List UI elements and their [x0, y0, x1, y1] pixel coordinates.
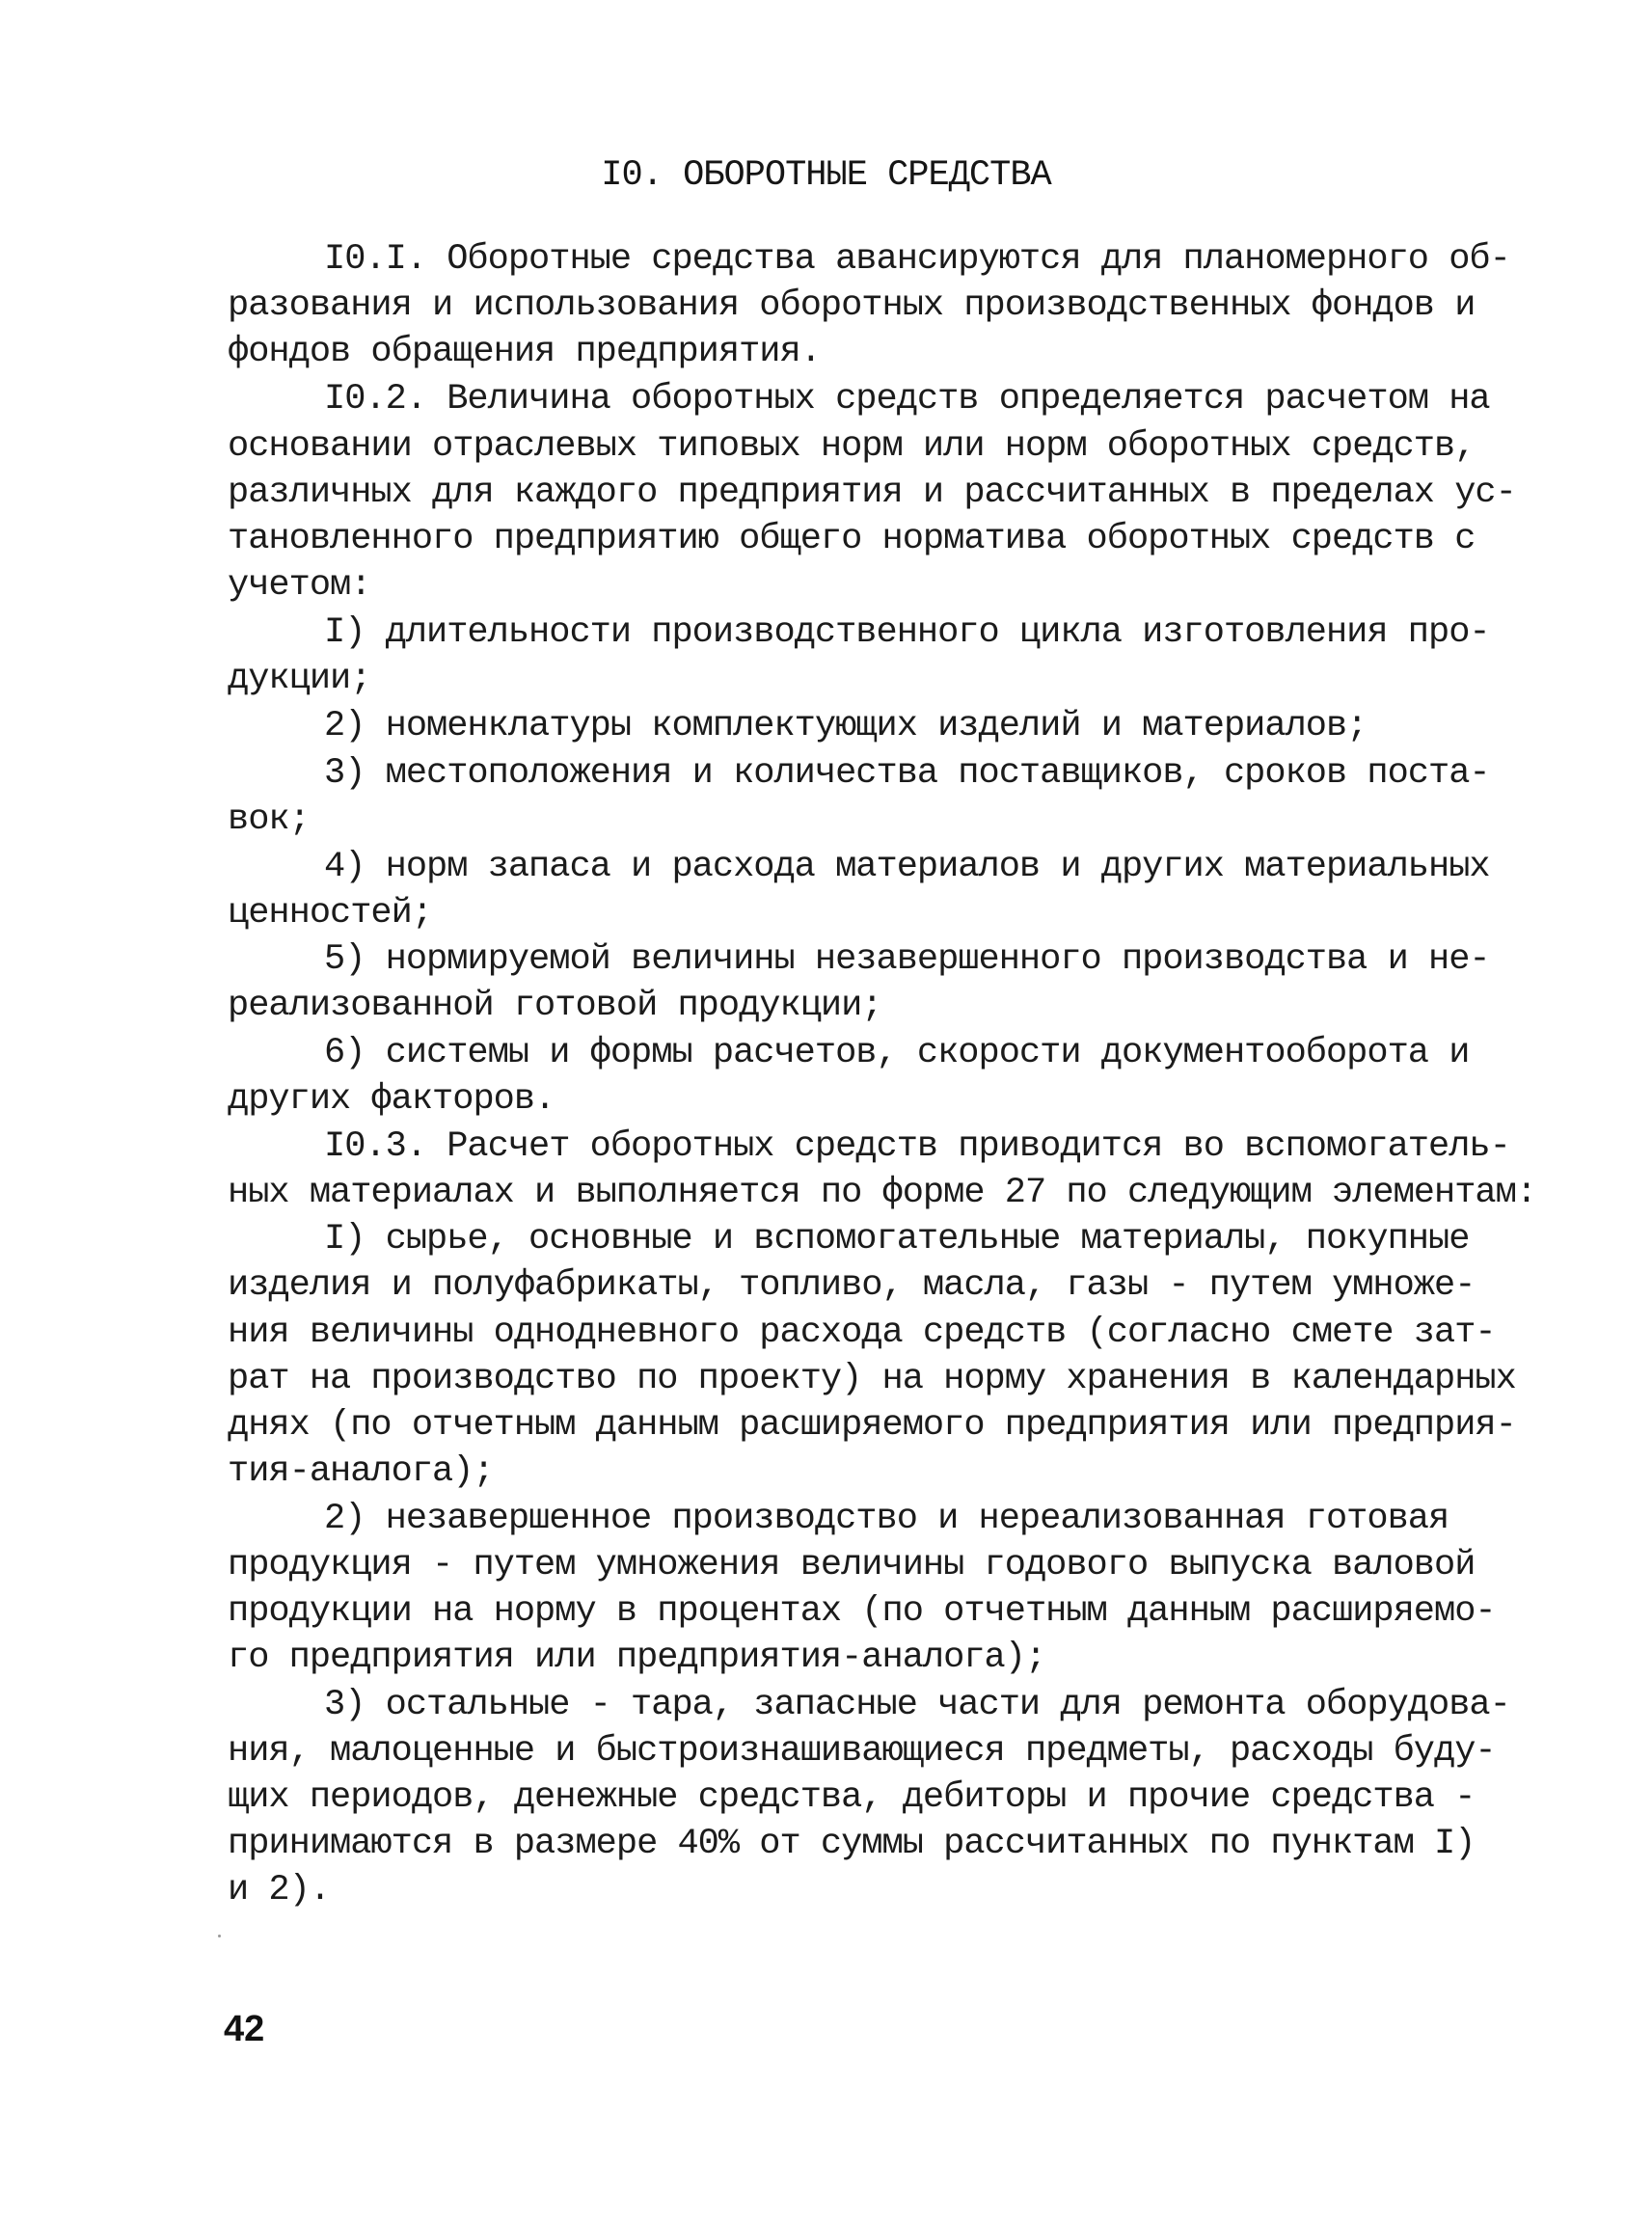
text-line: дукции;: [228, 659, 371, 699]
text-line: учетом:: [228, 565, 371, 606]
page-number: 42: [224, 2009, 265, 2049]
text-line: и 2).: [228, 1870, 331, 1910]
text-line: I0.3. Расчет оборотных средств приводится во вспомогатель-: [324, 1126, 1510, 1167]
text-line: вок;: [228, 799, 310, 840]
text-line: го предприятия или предприятия-аналога);: [228, 1638, 1046, 1678]
text-line: разования и использования оборотных производственных фондов и: [228, 285, 1476, 326]
text-line: изделия и полуфабрикаты, топливо, масла, газы - путем умноже-: [228, 1265, 1476, 1306]
section-heading: I0. ОБОРОТНЫЕ СРЕДСТВА: [601, 155, 1051, 196]
text-line: фондов обращения предприятия.: [228, 332, 821, 372]
text-line: 3) остальные - тара, запасные части для ремонта оборудова-: [324, 1685, 1510, 1725]
text-line: 3) местоположения и количества поставщиков, сроков поста-: [324, 753, 1490, 794]
text-line: I0.I. Оборотные средства авансируются для планомерного об-: [324, 239, 1510, 280]
text-line: 4) норм запаса и расхода материалов и других материальных: [324, 847, 1490, 887]
text-line: других факторов.: [228, 1079, 555, 1120]
text-line: 2) номенклатуры комплектующих изделий и материалов;: [324, 706, 1368, 746]
text-line: I) сырье, основные и вспомогательные материалы, покупные: [324, 1219, 1470, 1259]
text-line: ния величины однодневного расхода средств (согласно смете зат-: [228, 1313, 1496, 1353]
text-line: реализованной готовой продукции;: [228, 986, 882, 1026]
text-line: тия-аналога);: [228, 1451, 494, 1492]
text-line: 2) незавершенное производство и нереализованная готовая: [324, 1499, 1449, 1539]
text-line: тановленного предприятию общего норматива оборотных средств с: [228, 519, 1476, 559]
text-line: продукция - путем умножения величины годового выпуска валовой: [228, 1545, 1476, 1585]
text-line: продукции на норму в процентах (по отчетным данным расширяемо-: [228, 1591, 1496, 1632]
text-line: 6) системы и формы расчетов, скорости документооборота и: [324, 1033, 1470, 1073]
text-line: основании отраслевых типовых норм или норм оборотных средств,: [228, 426, 1476, 467]
text-line: I) длительности производственного цикла изготовления про-: [324, 612, 1490, 653]
text-line: щих периодов, денежные средства, дебиторы и прочие средства -: [228, 1777, 1476, 1818]
text-line: рат на производство по проекту) на норму хранения в календарных: [228, 1359, 1516, 1399]
text-line: днях (по отчетным данным расширяемого предприятия или предприя-: [228, 1405, 1516, 1446]
scan-speck: [218, 1935, 221, 1937]
text-line: ных материалах и выполняется по форме 27 по следующим элементам:: [228, 1173, 1537, 1213]
text-line: I0.2. Величина оборотных средств определяется расчетом на: [324, 379, 1490, 420]
text-line: ценностей;: [228, 893, 433, 934]
text-line: 5) нормируемой величины незавершенного производства и не-: [324, 939, 1490, 980]
text-line: ния, малоценные и быстроизнашивающиеся предметы, расходы буду-: [228, 1731, 1496, 1772]
text-line: различных для каждого предприятия и рассчитанных в пределах ус-: [228, 473, 1516, 513]
text-line: принимаются в размере 40% от суммы рассчитанных по пунктам I): [228, 1824, 1476, 1864]
